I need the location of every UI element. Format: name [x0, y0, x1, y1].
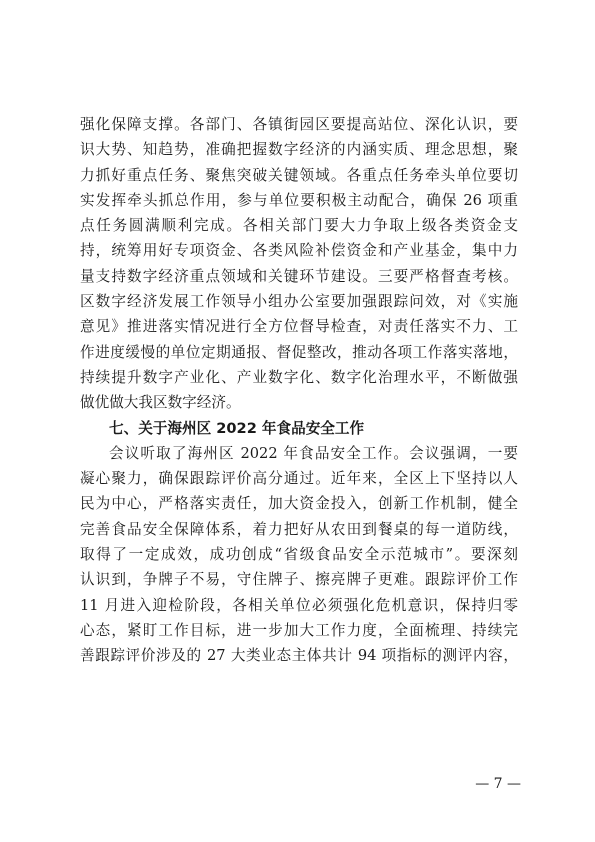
paragraph-line: 持，统筹用好专项资金、各类风险补偿资金和产业基金，集中力 — [80, 242, 518, 260]
paragraph-line: 完善食品安全保障体系，着力把好从农田到餐桌的每一道防线， — [80, 520, 518, 538]
document-body — [80, 112, 518, 669]
paragraph-line: 认识到，争牌子不易，守住牌子、擦亮牌子更难。跟踪评价工作 — [80, 571, 518, 589]
section-heading: 七、关于海州区 2022 年食品安全工作 — [109, 419, 365, 437]
paragraph-line: 做优做大我区数字经济。 — [80, 394, 241, 412]
paragraph-line: 点任务圆满顺利完成。各相关部门要大力争取上级各类资金支 — [80, 217, 518, 235]
paragraph-line: 持续提升数字产业化、产业数字化、数字化治理水平，不断做强 — [80, 368, 518, 386]
paragraph-line: 作进度缓慢的单位定期通报、督促整改，推动各项工作落实落地， — [80, 343, 518, 361]
paragraph-line: 会议听取了海州区 2022 年食品安全工作。会议强调，一要 — [109, 444, 518, 462]
paragraph-line: 区数字经济发展工作领导小组办公室要加强跟踪问效，对《实施 — [80, 293, 518, 311]
paragraph-line: 识大势、知趋势，准确把握数字经济的内涵实质、理念思想，聚 — [80, 141, 518, 159]
paragraph-line: 善跟踪评价涉及的 27 大类业态主体共计 94 项指标的测评内容， — [80, 647, 518, 665]
paragraph-line: 强化保障支撑。各部门、各镇街园区要提高站位、深化认识，要 — [80, 116, 518, 133]
paragraph-line: 取得了一定成效，成功创成“省级食品安全示范城市”。要深刻 — [80, 546, 518, 564]
paragraph-line: 民为中心，严格落实责任，加大资金投入，创新工作机制，健全 — [80, 495, 518, 513]
paragraph-line: 量支持数字经济重点领域和关键环节建设。三要严格督查考核。 — [80, 267, 518, 285]
paragraph-line: 心态，紧盯工作目标，进一步加大工作力度，全面梳理、持续完 — [80, 621, 518, 639]
paragraph-line: 意见》推进落实情况进行全方位督导检查，对责任落实不力、工 — [80, 318, 518, 336]
paragraph-line: 11 月进入迎检阶段，各相关单位必须强化危机意识，保持归零 — [80, 596, 518, 614]
paragraph-line: 凝心聚力，确保跟踪评价高分通过。近年来，全区上下坚持以人 — [80, 470, 518, 488]
paragraph-line: 力抓好重点任务、聚焦突破关键领域。各重点任务牵头单位要切 — [80, 166, 518, 184]
paragraph-line: 实发挥牵头抓总作用，参与单位要积极主动配合，确保 26 项重 — [80, 191, 518, 209]
page-number: — 7 — — [475, 776, 521, 792]
